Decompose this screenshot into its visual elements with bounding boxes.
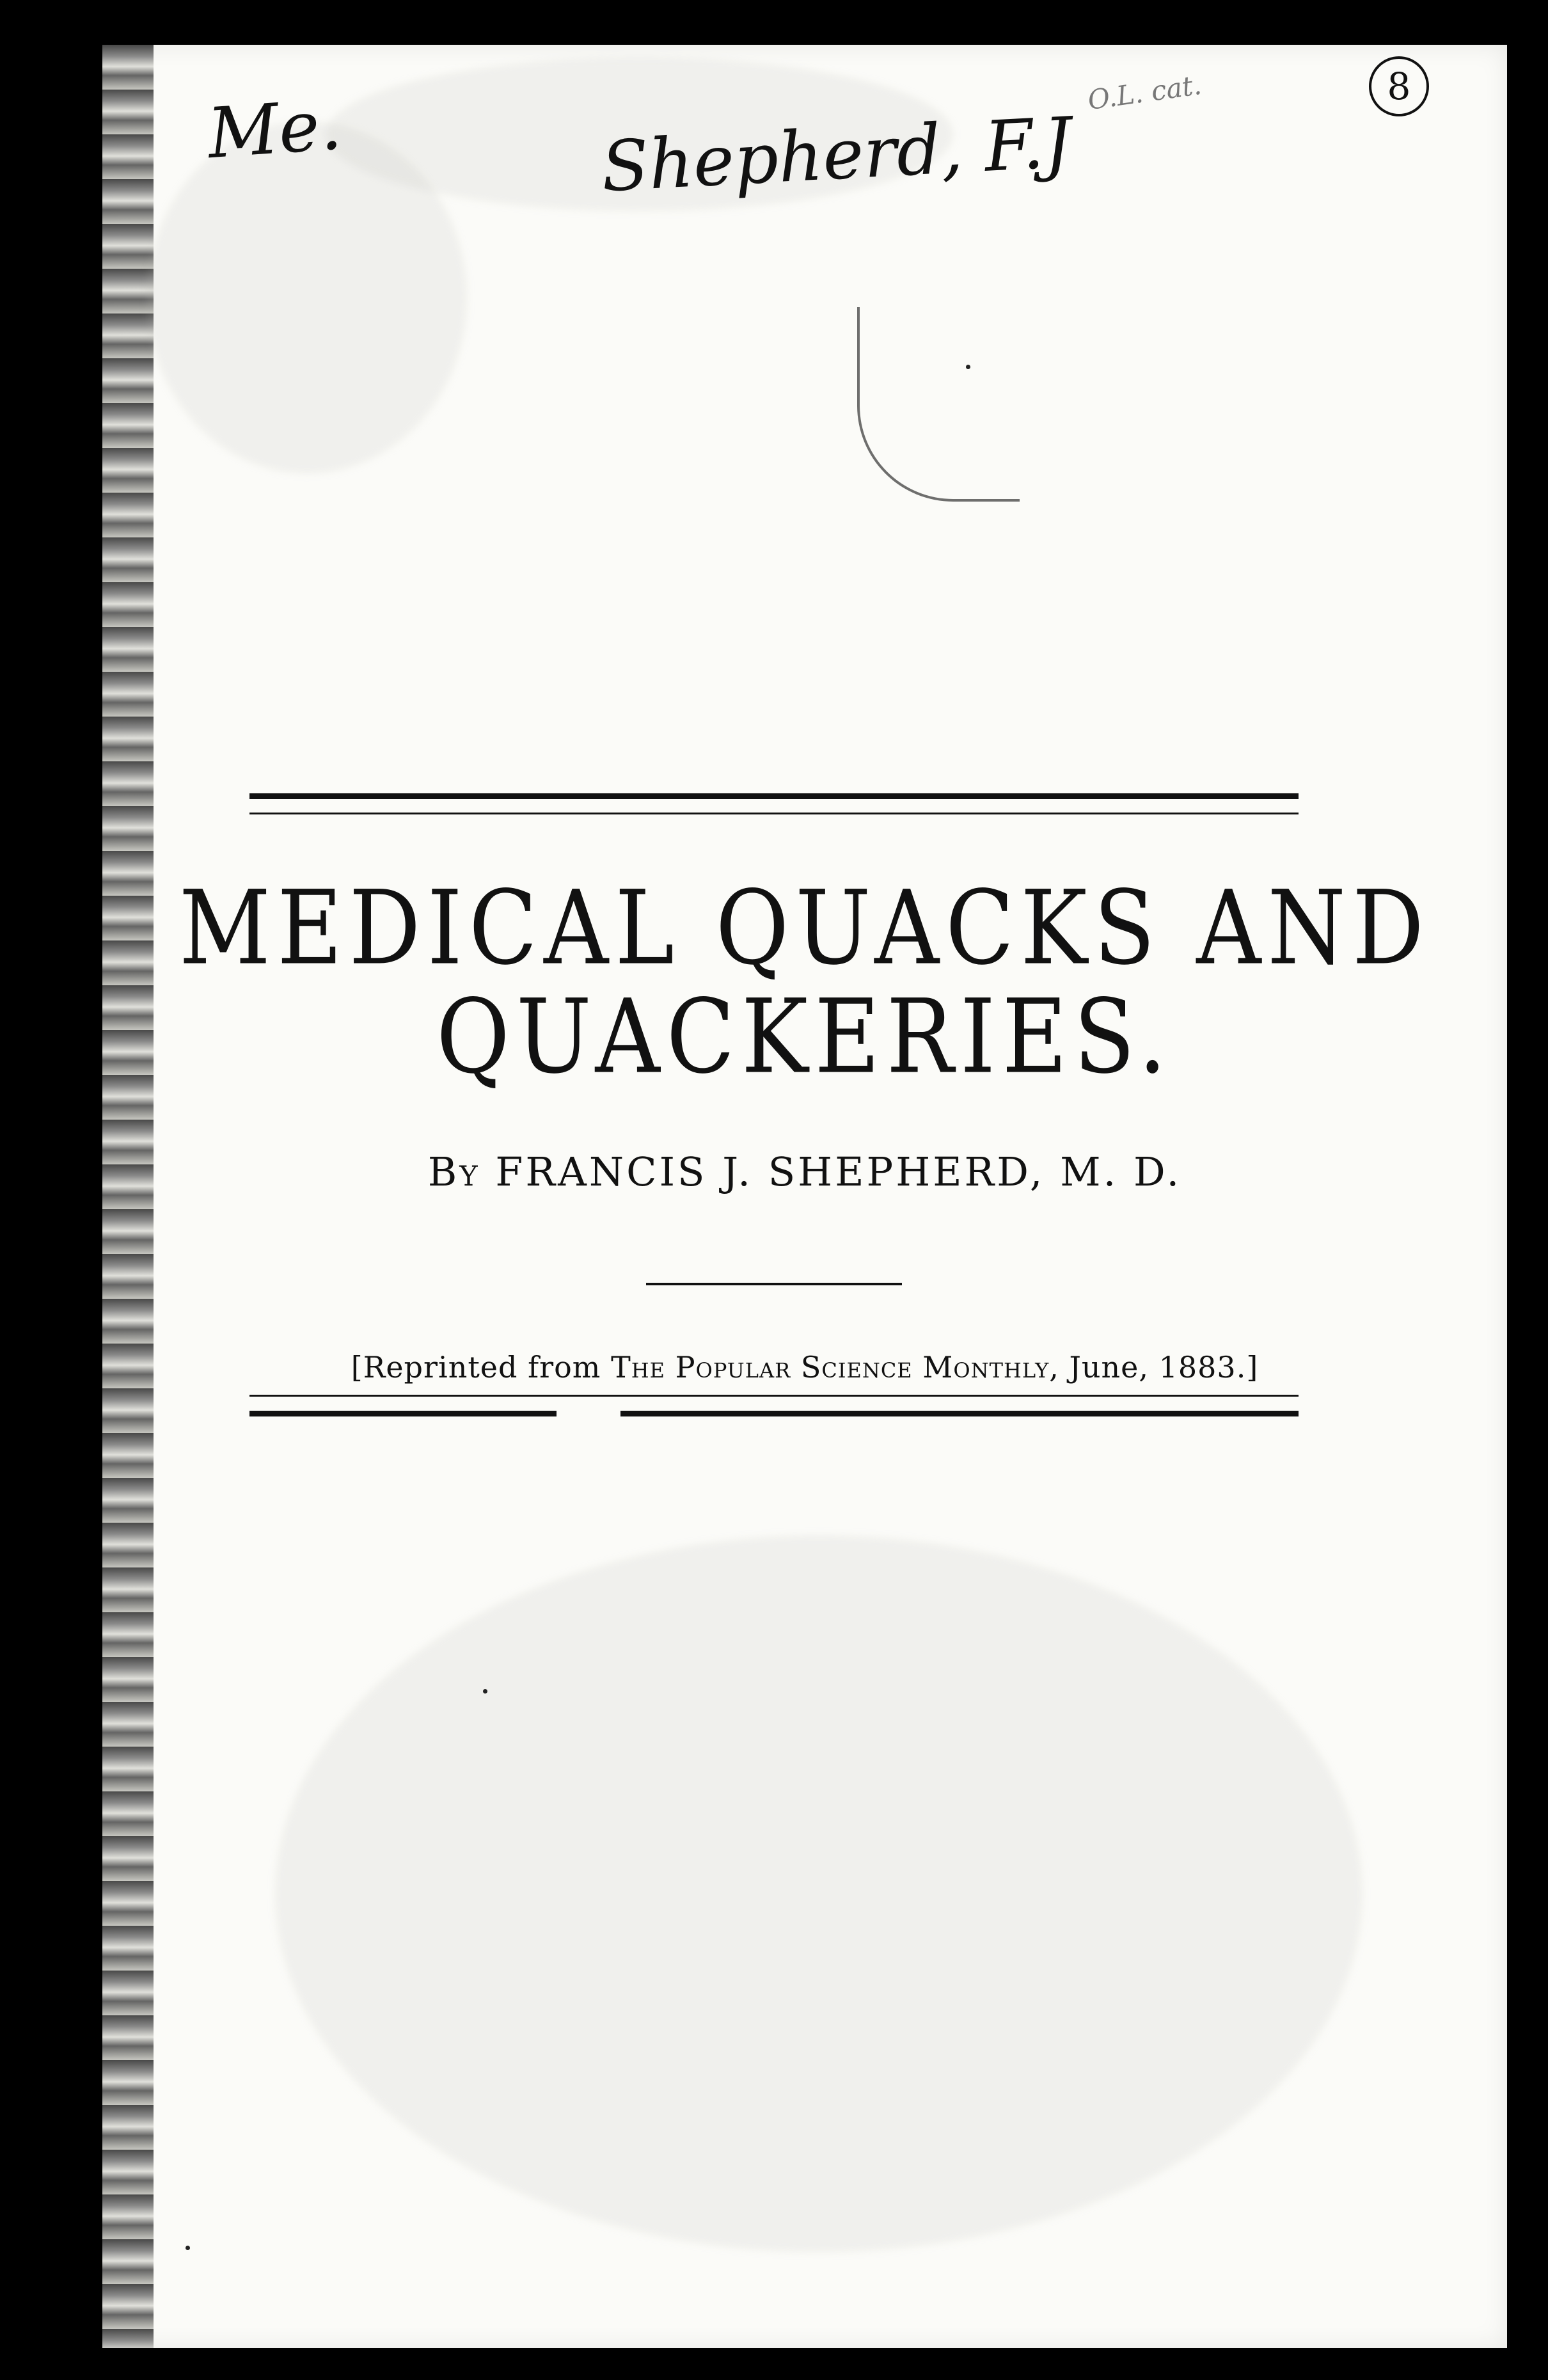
top-thick-rule [249,793,1299,799]
top-thin-rule [249,813,1299,814]
publication-name: The Popular Science Monthly [611,1350,1050,1384]
flyspeck-3 [186,2246,190,2250]
handwritten-initials: Me. [205,84,344,175]
reprint-notice [102,1350,1507,1384]
bottom-thick-rule-right [620,1411,1299,1416]
bottom-thick-rule-left [249,1411,557,1416]
bottom-thin-rule [249,1395,1299,1397]
flyspeck-2 [483,1689,487,1694]
circled-item-number: 8 [1369,56,1429,116]
reprint-open-bracket: [ [351,1350,363,1384]
water-stain-bottom [275,1535,1362,2252]
byline-author: FRANCIS J. SHEPHERD, M. D. [495,1148,1182,1195]
document-page [102,45,1507,2348]
reprint-label: Reprinted from [363,1350,601,1384]
byline-prefix: By [427,1148,480,1195]
reprint-close-bracket: ] [1246,1350,1259,1384]
bound-spine-edge [102,45,154,2348]
byline-separator-rule [646,1283,902,1285]
author-byline [102,1148,1507,1195]
publication-date: , June, 1883. [1049,1350,1247,1384]
pencil-bracket-mark [857,307,1020,502]
document-title-line-1: MEDICAL QUACKS AND [178,869,1431,988]
handwritten-catalog-note: O.L. cat. [1086,68,1204,116]
flyspeck-1 [966,365,970,369]
document-title-line-2: QUACKERIES. [436,978,1173,1097]
handwritten-author-note: Shepherd, F.J [599,102,1074,208]
